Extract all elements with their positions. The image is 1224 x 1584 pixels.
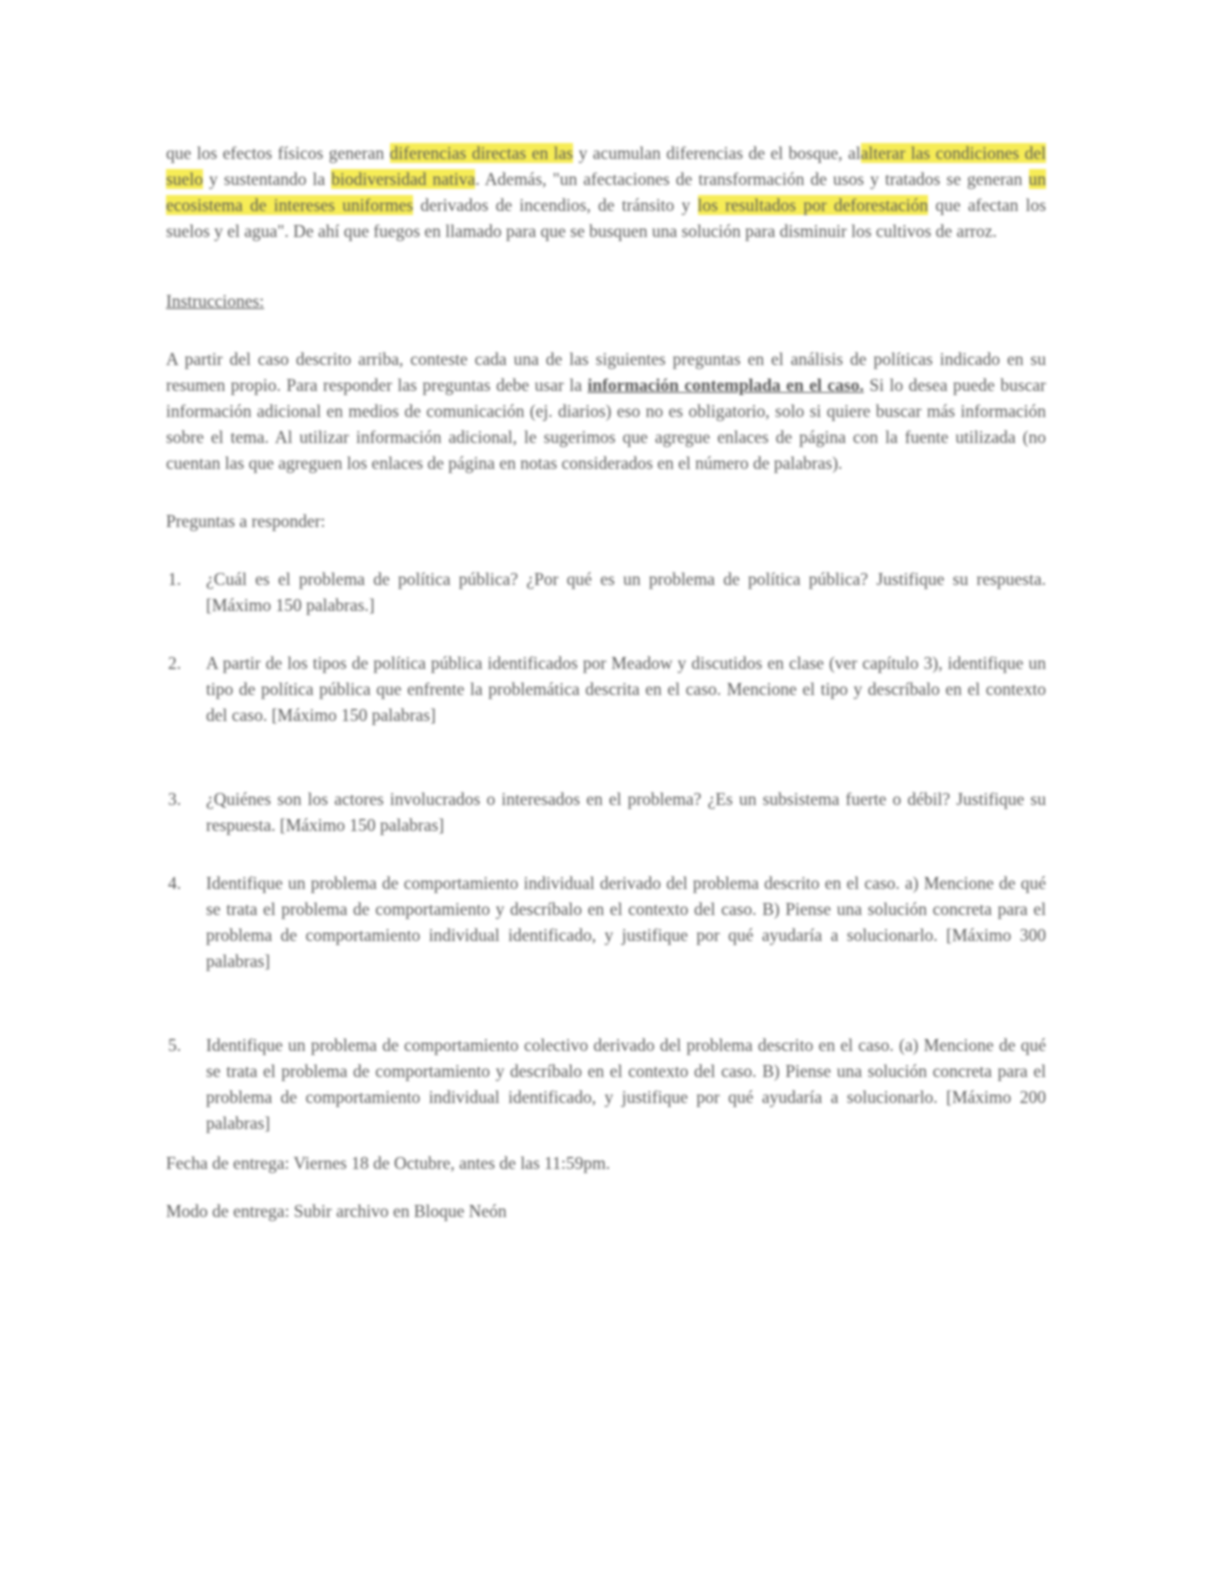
intro-text: y sustentando la: [209, 169, 326, 189]
instructions-text: Si lo desea puede buscar información adicional en medios de comunicación (ej. diarios) eso no es obligatorio, solo si quiere buscar más información sobre el tema. Al utilizar información adicional, le sugerimos que agregue enlaces de página con la fuente utilizada (no cuentan las que agreguen los enlaces de página en notas considerados en el número de palabras).: [166, 375, 1046, 473]
intro-text: que los efectos físicos generan: [166, 143, 385, 163]
document-page: [166, 140, 1046, 1224]
question-text: ¿Cuál es el problema de política pública? ¿Por qué es un problema de política pública? Justifique su respuesta. [Máximo 150 palabras.]: [206, 569, 1046, 615]
question-number: 5.: [168, 1035, 182, 1055]
question-number: 3.: [168, 789, 182, 809]
question-item: [166, 566, 1046, 618]
question-item: [166, 786, 1046, 838]
instructions-emphasis: información contemplada en el caso.: [587, 375, 864, 395]
intro-text: al: [847, 143, 861, 163]
question-text: ¿Quiénes son los actores involucrados o interesados en el problema? ¿Es un subsistema fuerte o débil? Justifique su respuesta. [Máximo 150 palabras]: [206, 789, 1046, 835]
question-text: Identifique un problema de comportamiento colectivo derivado del problema descrito en el caso. (a) Mencione de qué se trata el problema de comportamiento y descríbalo en el contexto del caso. B) Piense una solución concreta para el problema de comportamiento individual identificado, y justifique por qué ayudaría a solucionarlo. [Máximo 200 palabras]: [206, 1035, 1046, 1133]
intro-text: derivados de incendios, de tránsito y: [420, 195, 691, 215]
intro-text: y acumulan diferencias de el bosque,: [578, 143, 843, 163]
highlight: diferencias directas en las: [389, 143, 574, 163]
questions-heading: Preguntas a responder:: [166, 511, 326, 531]
highlight: biodiversidad nativa: [331, 169, 476, 189]
questions-list: [166, 566, 1046, 1136]
intro-text: . Además, "un afectaciones de transformación de usos y tratados se generan: [475, 169, 1023, 189]
question-number: 1.: [168, 569, 182, 589]
deadline-line: Fecha de entrega: Viernes 18 de Octubre, antes de las 11:59pm.: [166, 1153, 611, 1173]
question-number: 4.: [168, 873, 182, 893]
question-text: Identifique un problema de comportamiento individual derivado del problema descrito en el caso. a) Mencione de qué se trata el problema de comportamiento y descríbalo en el contexto del caso. B) Piense una solución concreta para el problema de comportamiento individual identificado, y justifique por qué ayudaría a solucionarlo. [Máximo 300 palabras]: [206, 873, 1046, 971]
question-item: [166, 870, 1046, 974]
question-item: [166, 1032, 1046, 1136]
question-number: 2.: [168, 653, 182, 673]
highlight: un ecosistema de intereses uniformes: [166, 169, 1046, 215]
highlight: alterar las condiciones del suelo: [166, 143, 1047, 189]
instructions-paragraph: [166, 346, 1046, 476]
intro-text: que afectan los suelos y el agua". De ahí que fuegos en llamado para que se busquen una solución para disminuir los cultivos de arroz.: [166, 195, 1047, 241]
instructions-text: A partir del caso descrito arriba, conteste cada una de las siguientes preguntas en el análisis de políticas indicado en su resumen propio. Para responder las preguntas debe usar la: [166, 349, 1046, 395]
delivery-line: Modo de entrega: Subir archivo en Bloque Neón: [166, 1201, 507, 1221]
question-text: A partir de los tipos de política pública identificados por Meadow y discutidos en clase (ver capítulo 3), identifique un tipo de política pública que enfrente la problemática descrita en el caso. Mencione el tipo y descríbalo en el contexto del caso. [Máximo 150 palabras]: [206, 653, 1046, 725]
instructions-heading: Instrucciones:: [166, 291, 265, 311]
intro-paragraph: [166, 140, 1046, 244]
question-item: [166, 650, 1046, 728]
highlight: los resultados por deforestación: [697, 195, 929, 215]
